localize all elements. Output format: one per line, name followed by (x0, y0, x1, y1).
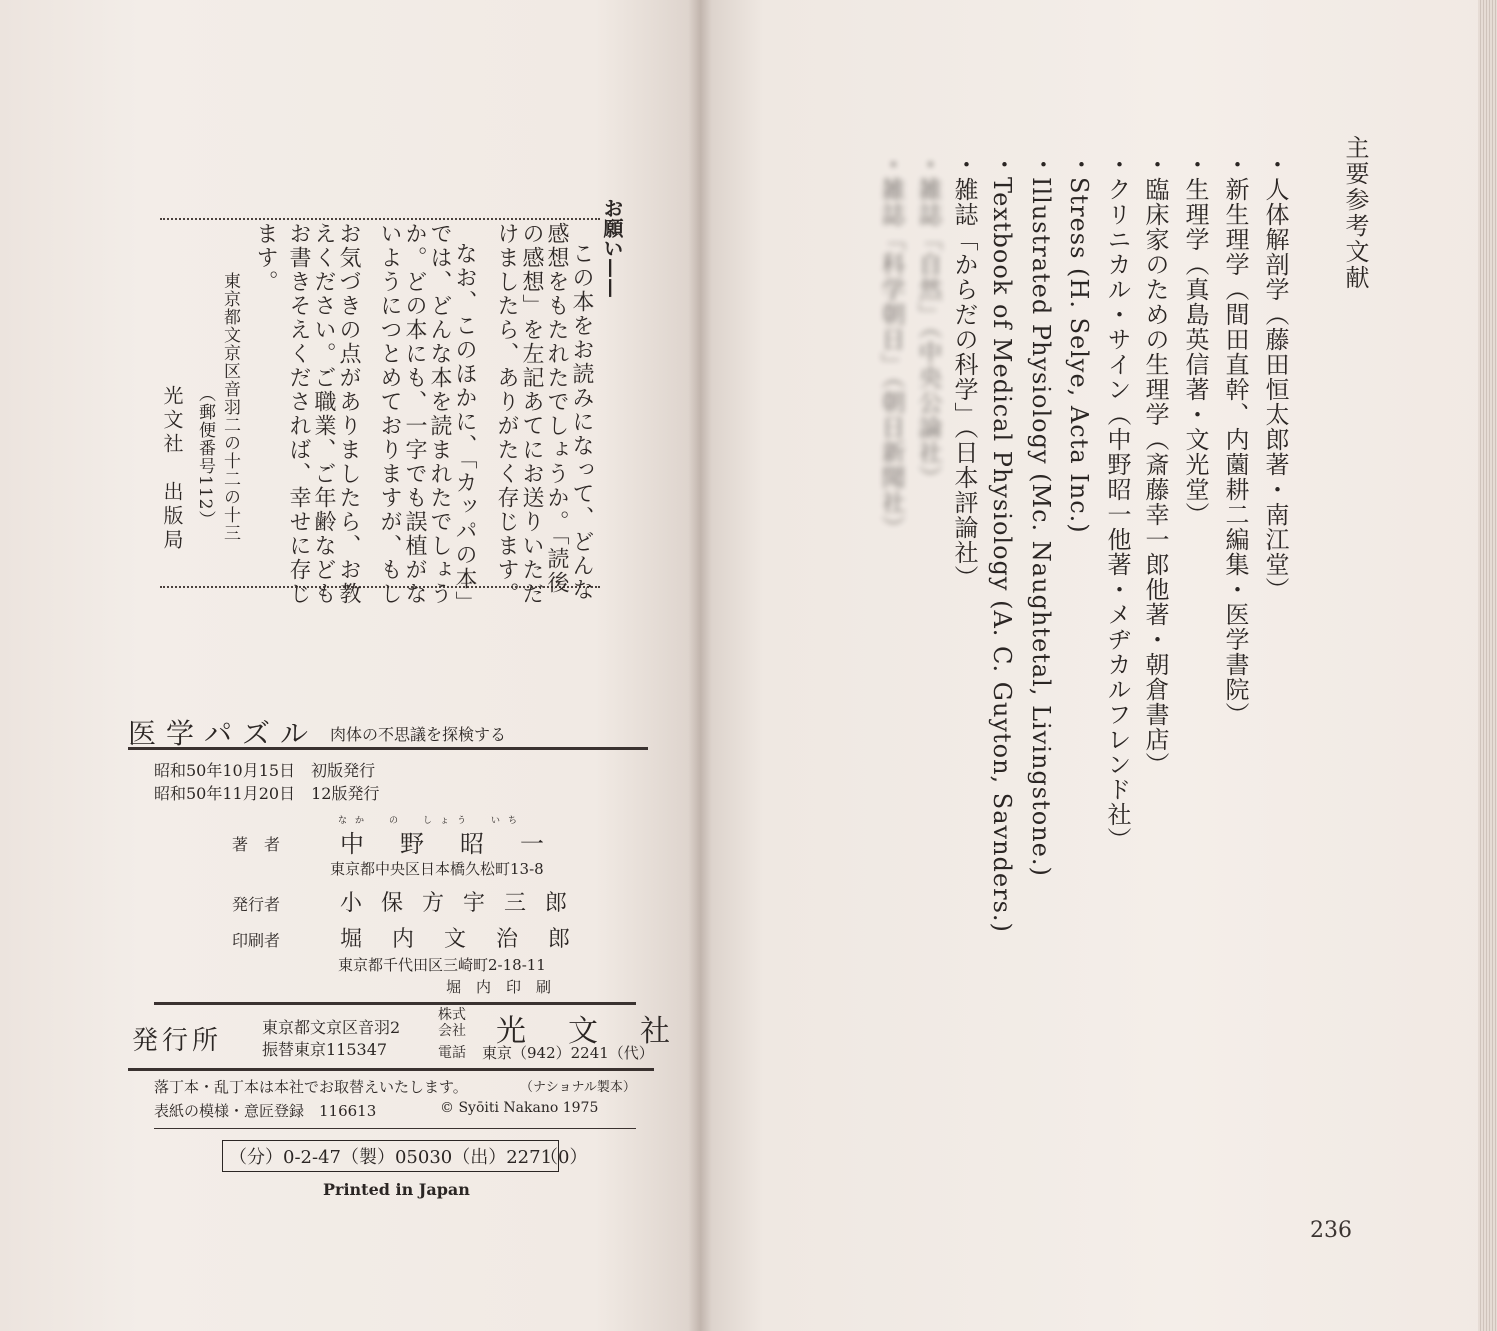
edition-latest: 昭和50年11月20日 12版発行 (154, 784, 380, 803)
publisher-name: 小 保 方 宇 三 郎 (340, 891, 573, 916)
cover-registration: 表紙の模様・意匠登録 116613 (154, 1102, 377, 1120)
denwa-label: 電話 (438, 1045, 466, 1061)
notice-postal: （郵便番号112） (195, 385, 215, 529)
book-subtitle: 肉体の不思議を探検する (330, 725, 507, 744)
notice-top-rule (160, 218, 600, 220)
reference-item: ・クリニカル・サイン（中野昭一他著・メヂカルフレンド社） (1103, 152, 1131, 852)
page-number: 236 (1310, 1218, 1352, 1243)
edition-first: 昭和50年10月15日 初版発行 (154, 761, 376, 780)
office-phone: 東京（942）2241（代） (482, 1044, 654, 1062)
printer-label: 印刷者 (232, 931, 281, 950)
notice-line-11: お書きそえくだされば、幸せに存じ (286, 222, 311, 606)
right-page (700, 0, 1497, 1331)
notice-line-4: けましたら、ありがたく存じます。 (494, 222, 519, 606)
title-rule (128, 747, 648, 750)
printer-company: 堀 内 印 刷 (446, 978, 552, 996)
office-furikae: 振替東京115347 (262, 1040, 388, 1059)
author-name: 中 野 昭 一 (340, 830, 550, 858)
book-title: 医学パズル (128, 717, 319, 750)
reference-item: ・Illustrated Physiology (Mc. Naughtetal, Livingstone.) (1027, 152, 1055, 877)
reference-item: ・新生理学（間田直幹、内薗耕二編集・医学書院） (1221, 152, 1249, 727)
reference-item: ・生理学（真島英信著・文光堂） (1181, 152, 1209, 527)
page-edges (1478, 0, 1497, 1331)
classification-code: （分）0-2-47（製）05030（出）2271 (222, 1140, 559, 1172)
reference-item: ・雑誌「自然」（中央公論社） (914, 152, 942, 490)
office-label: 発行所 (132, 1026, 223, 1056)
office-rule-top (154, 1002, 636, 1005)
printed-in-japan: Printed in Japan (323, 1180, 470, 1199)
printer-name: 堀 内 文 治 郎 (340, 927, 575, 952)
code-rule (154, 1128, 636, 1129)
office-rule-bottom (128, 1068, 654, 1071)
classification-code-tail: （0） (540, 1147, 588, 1168)
author-label: 著 者 (232, 835, 281, 854)
binder-name: （ナショナル製本） (520, 1080, 636, 1095)
printer-address: 東京都千代田区三崎町2-18-11 (338, 956, 546, 974)
notice-line-10: えください。ご職業、ご年齢なども (311, 222, 336, 606)
notice-line-12: ます。 (253, 222, 278, 294)
office-name: 光 文 社 (496, 1014, 676, 1049)
author-address: 東京都中央区日本橋久松町13-8 (330, 860, 544, 878)
publisher-label: 発行者 (232, 895, 281, 914)
notice-line-1: この本をお読みになって、どんな (569, 242, 594, 602)
left-page (0, 0, 700, 1331)
references-title: 主要参考文献 (1341, 135, 1369, 291)
book-gutter (688, 0, 712, 1331)
reference-item: ・人体解剖学（藤田恒太郎著・南江堂） (1261, 152, 1289, 602)
notice-department: 光文社 出版局 (160, 385, 184, 553)
copyright-notice: © Syōiti Nakano 1975 (440, 1100, 599, 1116)
reference-item: ・Textbook of Medical Physiology (A. C. Guyton, Savnders.) (988, 152, 1016, 933)
notice-line-5: なお、このほかに、「カッパの本」 (452, 242, 477, 615)
notice-line-6: では、どんな本を読まれたでしょう (427, 222, 452, 606)
reference-item: ・雑誌「科学朝日」（朝日新聞社） (877, 152, 905, 540)
kaisha-label: 会社 (438, 1023, 466, 1039)
notice-line-7: か。どの本にも、一字でも誤植がな (402, 222, 427, 606)
reference-item: ・臨床家のための生理学（斎藤幸一郎他著・朝倉書店） (1141, 152, 1169, 777)
notice-line-2: 感想をもたれたでしょうか。「読後 (544, 222, 569, 595)
kabushiki-label: 株式 (438, 1007, 466, 1023)
author-ruby: なか の しょう いち (338, 816, 526, 826)
replacement-note: 落丁本・乱丁本は本社でお取替えいたします。 (154, 1078, 468, 1096)
notice-title: お願い—— (600, 198, 624, 298)
reference-item: ・雑誌「からだの科学」（日本評論社） (950, 152, 978, 590)
reference-item: ・Stress (H. Selye, Acta Inc.) (1065, 152, 1093, 534)
office-address: 東京都文京区音羽2 (262, 1018, 401, 1037)
notice-line-9: お気づきの点がありましたら、お教 (336, 222, 361, 606)
notice-line-8: いようにつとめておりますが、もし (377, 222, 402, 606)
notice-line-3: の感想」を左記あてにお送りいただ (519, 222, 544, 606)
notice-address: 東京都文京区音羽二の十二の十三 (220, 272, 240, 542)
